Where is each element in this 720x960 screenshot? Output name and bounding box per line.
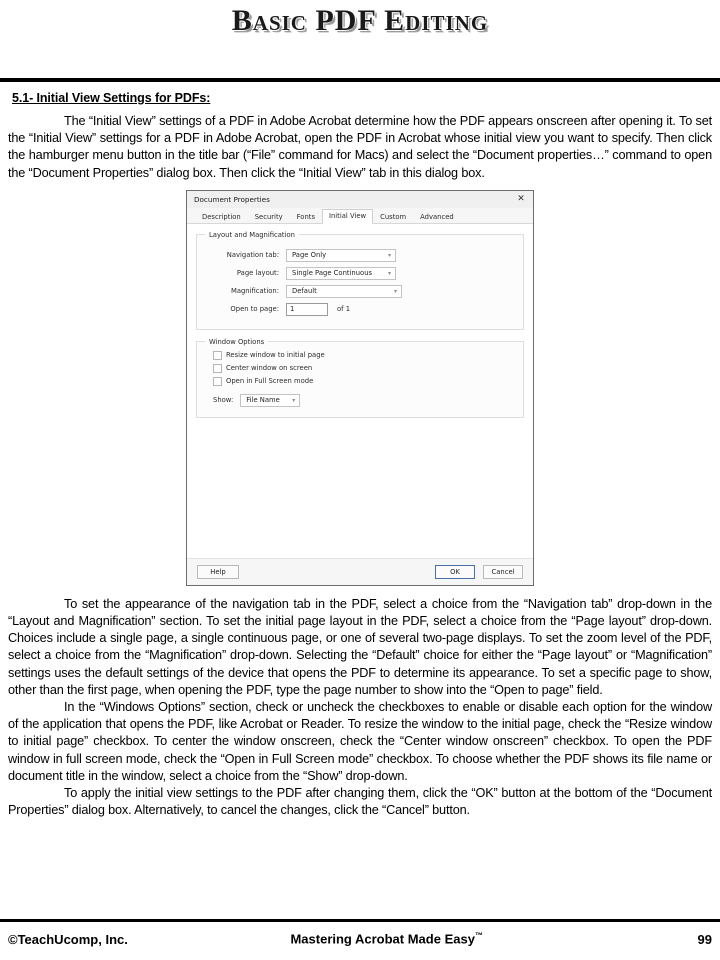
layout-and-magnification-group	[196, 231, 524, 330]
page-number: 99	[697, 931, 712, 947]
center-window-checkbox[interactable]	[213, 364, 222, 373]
close-icon[interactable]: ✕	[517, 194, 525, 205]
chevron-down-icon: ▾	[387, 269, 391, 277]
header-divider-rule	[0, 78, 720, 82]
footer-book-title	[128, 931, 698, 946]
magnification-label: Magnification:	[230, 287, 279, 296]
resize-window-checkbox[interactable]	[213, 351, 222, 360]
footer-copyright: ©TeachUcomp, Inc.	[8, 931, 128, 947]
navigation-tab-label: Navigation tab:	[226, 251, 279, 260]
full-screen-row[interactable]	[213, 377, 515, 386]
help-button[interactable]: Help	[197, 565, 239, 579]
tab-initial-view[interactable]: Initial View	[322, 209, 373, 224]
center-window-row[interactable]	[213, 364, 515, 373]
tab-description[interactable]: Description	[202, 212, 241, 221]
page-header	[0, 0, 720, 52]
layout-group-legend: Layout and Magnification	[209, 230, 295, 239]
page-layout-value: Single Page Continuous	[292, 269, 373, 278]
page-layout-select[interactable]	[286, 267, 396, 280]
window-group-legend: Window Options	[209, 337, 265, 346]
magnification-select[interactable]	[286, 285, 402, 298]
trademark-symbol: ™	[474, 931, 483, 941]
footer-divider-rule	[0, 919, 720, 922]
open-to-page-total: of 1	[337, 305, 351, 314]
center-window-label: Center window on screen	[226, 364, 313, 373]
paragraph-layout-magnification: To set the appearance of the navigation tab in the PDF, select a choice from the “Navigation tab” drop-down in the “Layout and Magnification” section. To set the initial page layout in the PDF, select a choice from the “Page layout” drop-down. Choices include a single page, a single continuous page, or one of several two-page displays. To set the zoom level of the PDF, select a choice from the “Magnification” drop-down. Selecting the “Default” choice for either the “Page layout” or “Magnification” settings uses the default settings of the device that opens the PDF to determine its appearance. To set a specific page to show, other than the first page, when opening the PDF, type the page number to show into the “Open to page” field.	[8, 596, 712, 697]
dialog-body	[187, 224, 533, 558]
paragraph-intro: The “Initial View” settings of a PDF in Adobe Acrobat determine how the PDF appears onscreen after opening it. To set the “Initial View” settings for a PDF in Adobe Acrobat, open the PDF in Acrobat whose initial view you want to specify. Then click the hamburger menu button in the title bar (“File” command for Macs) and select the “Document properties…” command to open the “Document Properties” dialog box. Then click the “Initial View” tab in this dialog box.	[8, 114, 712, 180]
chevron-down-icon: ▾	[393, 287, 397, 295]
footer-book-title-text: Mastering Acrobat Made Easy	[290, 931, 475, 947]
navigation-tab-value: Page Only	[292, 251, 327, 260]
magnification-row	[205, 285, 515, 298]
dialog-tab-strip	[187, 208, 533, 224]
magnification-value: Default	[292, 287, 317, 296]
tab-fonts[interactable]: Fonts	[296, 212, 315, 221]
full-screen-label: Open in Full Screen mode	[226, 377, 314, 386]
window-options-group	[196, 338, 524, 418]
resize-window-label: Resize window to initial page	[226, 351, 325, 360]
chevron-down-icon: ▾	[292, 396, 296, 404]
tab-advanced[interactable]: Advanced	[420, 212, 454, 221]
section-heading: 5.1- Initial View Settings for PDFs:	[12, 91, 211, 105]
page-layout-row	[205, 267, 515, 280]
chevron-down-icon: ▾	[387, 251, 391, 259]
paragraph-apply-settings: To apply the initial view settings to the PDF after changing them, click the “OK” button at the bottom of the “Document Properties” dialog box. Alternatively, to cancel the changes, click the “Cancel” button.	[8, 786, 712, 818]
open-to-page-input[interactable]: 1	[286, 303, 328, 316]
dialog-title: Document Properties	[194, 194, 270, 204]
navigation-tab-select[interactable]	[286, 249, 396, 262]
show-label: Show:	[213, 396, 234, 405]
full-screen-checkbox[interactable]	[213, 377, 222, 386]
document-properties-dialog	[186, 190, 534, 586]
resize-window-row[interactable]	[213, 351, 515, 360]
page-footer	[0, 926, 720, 952]
open-to-page-label: Open to page:	[230, 305, 279, 314]
dialog-titlebar	[187, 191, 533, 208]
dialog-body-spacer	[196, 426, 524, 558]
page-content	[0, 91, 720, 819]
open-to-page-row	[205, 303, 515, 316]
show-value: File Name	[246, 396, 280, 405]
page-title: Basic PDF Editing	[231, 4, 489, 37]
tab-custom[interactable]: Custom	[380, 212, 407, 221]
paragraph-window-options: In the “Windows Options” section, check or uncheck the checkboxes to enable or disable each option for the window of the application that opens the PDF, like Acrobat or Reader. To resize the window to the initial page, check the “Resize window to initial page” checkbox. To center the window onscreen, check the “Center window onscreen” checkbox. To open the PDF window in full screen mode, check the “Open in Full Screen mode” checkbox. To choose whether the PDF shows its file name or document title in the window, select a choice from the “Show” drop-down.	[8, 700, 712, 783]
navigation-tab-row	[205, 249, 515, 262]
show-row	[213, 394, 515, 407]
cancel-button[interactable]: Cancel	[483, 565, 523, 579]
document-properties-screenshot	[8, 190, 712, 586]
ok-button[interactable]: OK	[435, 565, 475, 579]
dialog-footer	[187, 558, 533, 585]
show-select[interactable]	[240, 394, 300, 407]
page-layout-label: Page layout:	[236, 269, 279, 278]
tab-security[interactable]: Security	[254, 212, 283, 221]
